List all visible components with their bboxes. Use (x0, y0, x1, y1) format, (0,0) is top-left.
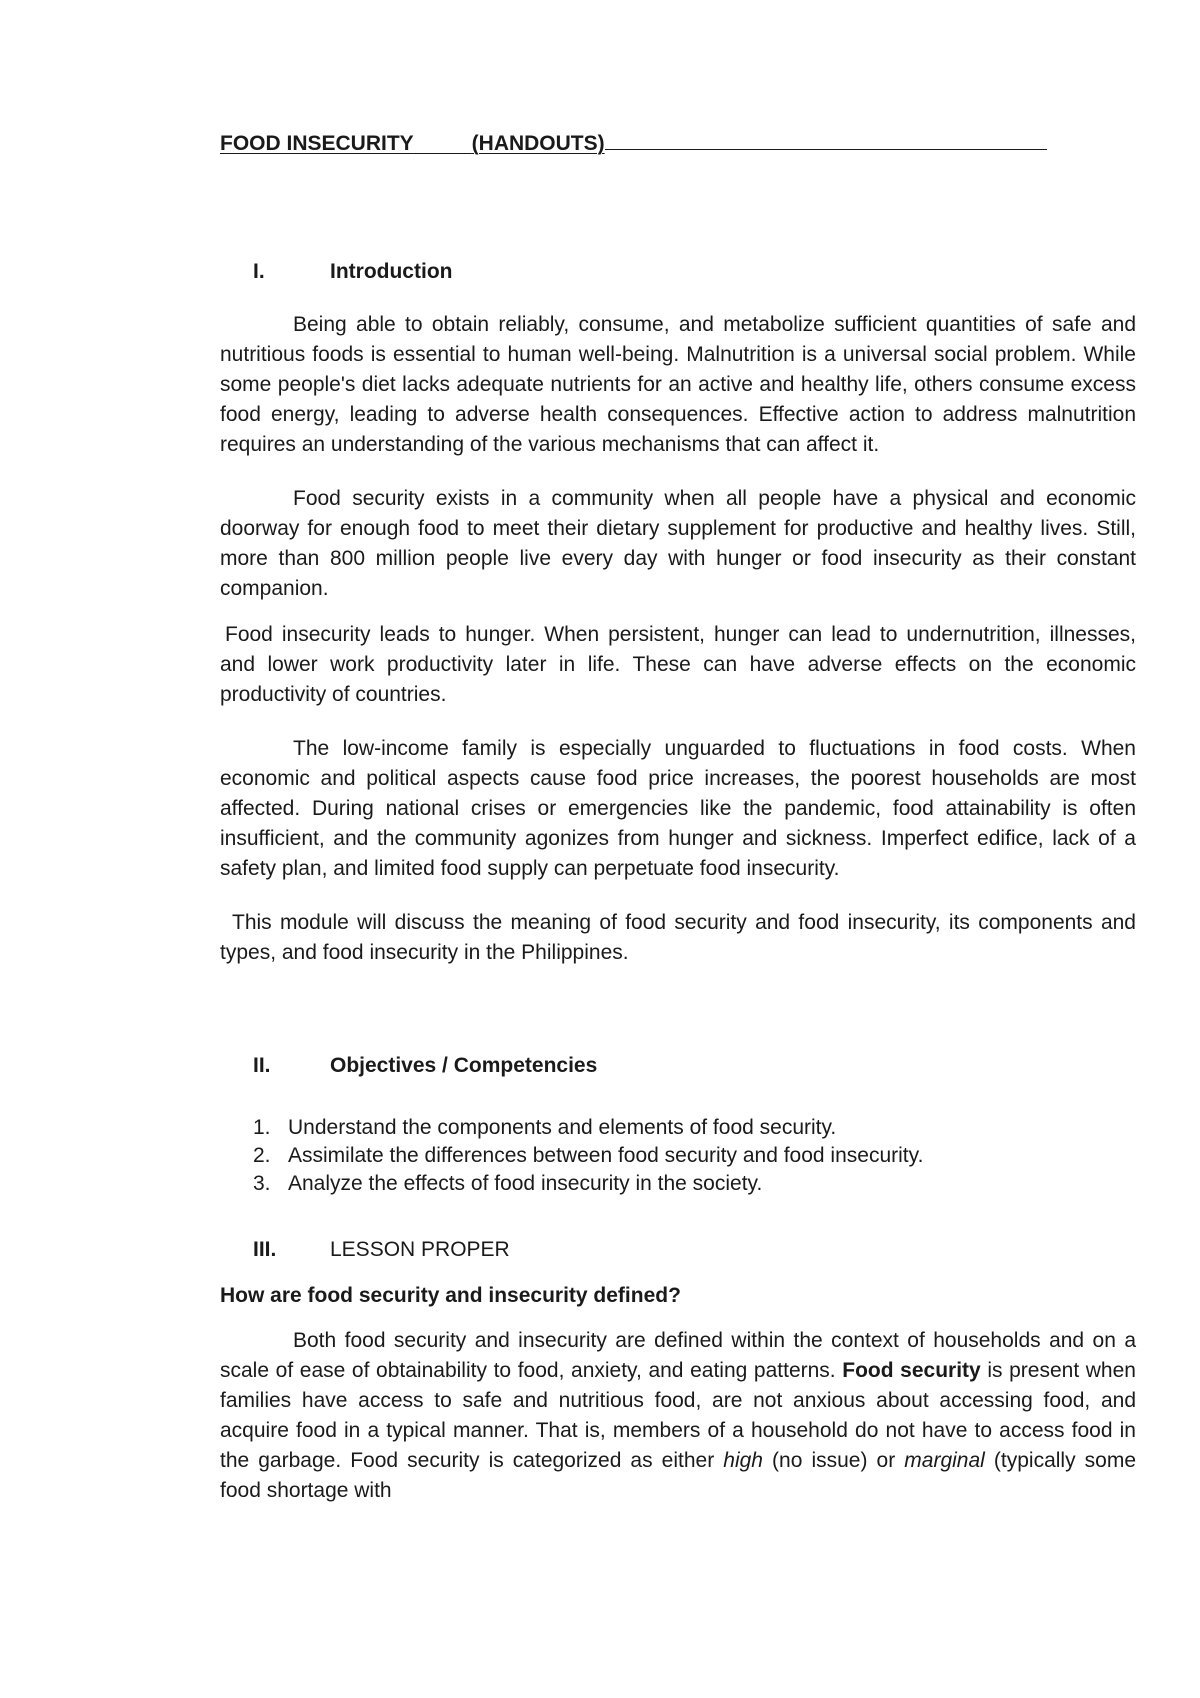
lesson-text-part: Both food security and insecurity are defined within the context of households and on a scale of ease of obtainability to food, anxiety, and eating patterns. (220, 1329, 1136, 1382)
lesson-text-part: (no issue) or (762, 1449, 905, 1472)
intro-paragraph-2: Food security exists in a community when all people have a physical and economic doorway for enough food to meet their dietary supplement for productive and healthy lives. Still, more than 800 million people live every day with hunger or food insecurity as their constant companion. (220, 487, 1136, 600)
list-item-text: Analyze the effects of food insecurity in the society. (288, 1172, 763, 1195)
lesson-text-part: is present when families have access to safe and nutritious food, are not anxious about accessing food, and acquire food in a typical manner. That is, members of a household do not have to access food in the garbage. Food security is categorized as either (220, 1359, 1136, 1472)
section-title: Objectives / Competencies (330, 1054, 598, 1077)
list-item-text: Assimilate the differences between food security and food insecurity. (288, 1144, 924, 1167)
lesson-term-food-security: Food security (842, 1359, 981, 1382)
section-heading-objectives (220, 1052, 1136, 1080)
list-item-text: Understand the components and elements of food security. (288, 1116, 837, 1139)
intro-paragraph-4: The low-income family is especially unguarded to fluctuations in food costs. When economic and political aspects cause food price increases, the poorest households are most affected. During national crises or emergencies like the pandemic, food attainability is often insufficient, and the community agonizes from hunger and sickness. Imperfect edifice, lack of a safety plan, and limited food supply can perpetuate food insecurity. (220, 737, 1136, 880)
section-number: II. (253, 1054, 271, 1077)
list-item-number: 3. (253, 1172, 271, 1195)
lesson-term-marginal: marginal (904, 1449, 985, 1472)
section-title: LESSON PROPER (330, 1238, 510, 1261)
section-number: III. (253, 1238, 277, 1261)
section-title: Introduction (330, 260, 453, 283)
list-item-number: 2. (253, 1144, 271, 1167)
section-heading-introduction (220, 258, 1136, 286)
lesson-paragraph-1 (220, 1326, 1136, 1506)
list-item (220, 1142, 1136, 1170)
intro-paragraph-3: Food insecurity leads to hunger. When persistent, hunger can lead to undernutrition, illnesses, and lower work productivity later in life. These can have adverse effects on the economic productivity of countries. (220, 623, 1136, 706)
title-right: (HANDOUTS) (471, 132, 605, 155)
document-content (220, 130, 1136, 1506)
list-item (220, 1114, 1136, 1142)
title-underline-rule (605, 149, 1047, 150)
document-title (220, 130, 1098, 158)
intro-paragraph-1: Being able to obtain reliably, consume, and metabolize sufficient quantities of safe and nutritious foods is essential to human well-being. Malnutrition is a universal social problem. While some people's diet lacks adequate nutrients for an active and healthy life, others consume excess food energy, leading to adverse health consequences. Effective action to address malnutrition requires an understanding of the various mechanisms that can affect it. (220, 313, 1136, 456)
section-heading-lesson-proper (220, 1236, 1136, 1264)
section-number: I. (253, 260, 265, 283)
intro-paragraph-5: This module will discuss the meaning of food security and food insecurity, its components and types, and food insecurity in the Philippines. (220, 911, 1136, 964)
lesson-subheading: How are food security and insecurity defined? (220, 1284, 681, 1307)
list-item (220, 1170, 1136, 1198)
title-left: FOOD INSECURITY (220, 132, 414, 155)
lesson-term-high: high (723, 1449, 763, 1472)
objectives-list (220, 1114, 1136, 1198)
lesson-text-part: (typically some food shortage with (220, 1449, 1137, 1502)
list-item-number: 1. (253, 1116, 271, 1139)
